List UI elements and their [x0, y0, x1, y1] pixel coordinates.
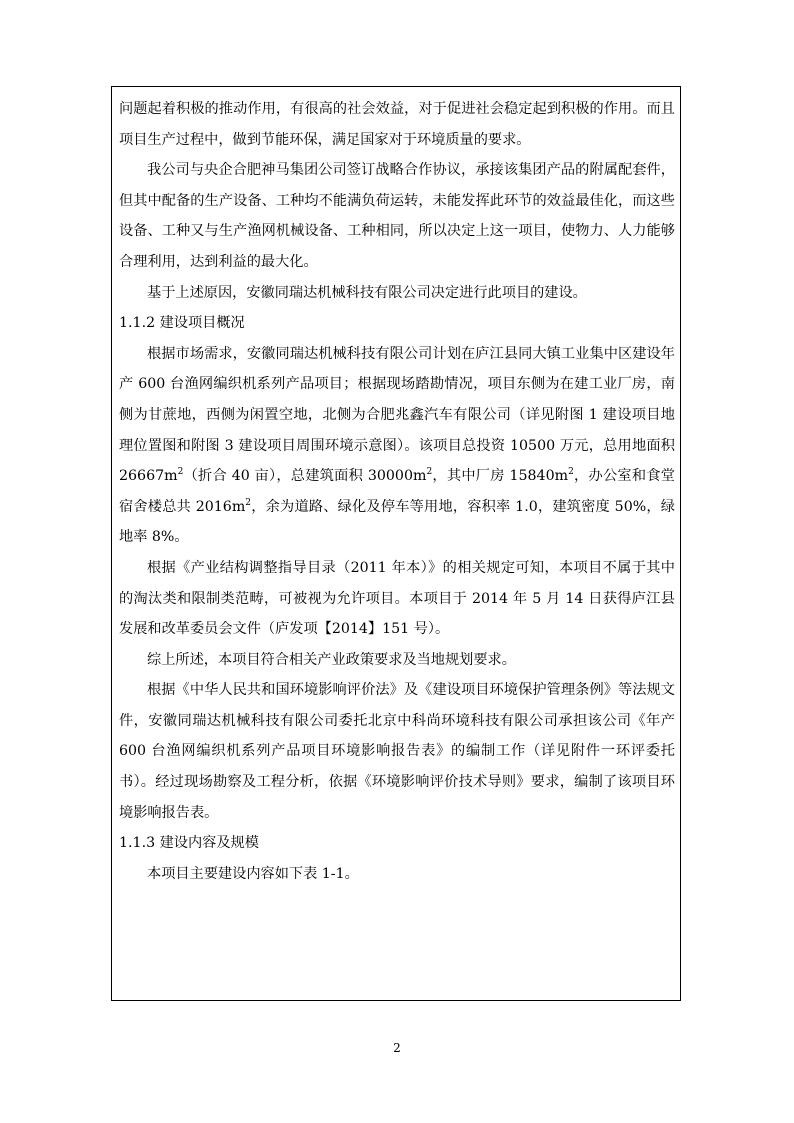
document-body [119, 94, 675, 889]
superscript: 2 [245, 497, 252, 508]
text-run: （折合 40 亩），总建筑面积 30000m [183, 468, 427, 485]
section-heading: 1.1.3 建设内容及规模 [119, 835, 259, 852]
section-heading: 1.1.2 建设项目概况 [119, 315, 245, 332]
page-number: 2 [393, 1041, 401, 1055]
paragraph: 我公司与央企合肥神马集团公司签订战略合作协议，承接该集团产品的附属配套件，但其中配备的生产设备、工种均不能满负荷运转，未能发挥此环节的效益最佳化，而这些设备、工种又与生产渔网机械设备、工种相同，所以决定上这一项目，使物力、人力能够合理利用，达到利益的最大化。 [119, 162, 675, 270]
text-run: 根据市场需求，安徽同瑞达机械科技有限公司计划在庐江县同大镇工业集中区建设年产 600 台渔网编织机系列产品项目；根据现场踏勘情况，项目东侧为在建工业厂房，南侧为甘蔗地，西侧为闲置空地，北侧为合肥兆鑫汽车有限公司（详见附图 1 建设项目地理位置图和附图 3 建设项目周围环境示意图）。该项目总投资 10500 万元，总用地面积 26667m [119, 345, 675, 485]
superscript: 2 [568, 467, 574, 478]
superscript: 2 [177, 467, 184, 478]
paragraph: 基于上述原因，安徽同瑞达机械科技有限公司决定进行此项目的建设。 [147, 284, 587, 301]
paragraph: 根据《产业结构调整指导目录（2011 年本）》的相关规定可知，本项目不属于其中的淘汰类和限制类范畴，可被视为允许项目。本项目于 2014 年 5 月 14 日获得庐江县发展和改革委员会文件（庐发项【2014】151 号）。 [119, 559, 675, 638]
superscript: 2 [426, 467, 433, 478]
paragraph: 根据《中华人民共和国环境影响评价法》及《建设项目环境保护管理条例》等法规文件，安徽同瑞达机械科技有限公司委托北京中科尚环境科技有限公司承担该公司《年产 600 台渔网编织机系列产品项目环境影响报告表》的编制工作（详见附件一环评委托书）。经过现场勘察及工程分析，依据《环境影响评价技术导则》要求，编制了该项目环境影响报告表。 [119, 682, 675, 821]
paragraph: 综上所述，本项目符合相关产业政策要求及当地规划要求。 [147, 651, 516, 668]
paragraph [119, 339, 675, 553]
paragraph: 本项目主要建设内容如下表 1-1。 [147, 865, 359, 882]
text-run: ，其中厂房 15840m [432, 468, 569, 485]
text-run: ，办公室和食堂宿舍楼总共 2016m [119, 468, 675, 515]
paragraph: 问题起着积极的推动作用，有很高的社会效益，对于促进社会稳定起到积极的作用。而且项目生产过程中，做到节能环保，满足国家对于环境质量的要求。 [119, 101, 675, 148]
text-run: ，余为道路、绿化及停车等用地，容积率 1.0，建筑密度 50%，绿地率 8%。 [119, 498, 675, 546]
